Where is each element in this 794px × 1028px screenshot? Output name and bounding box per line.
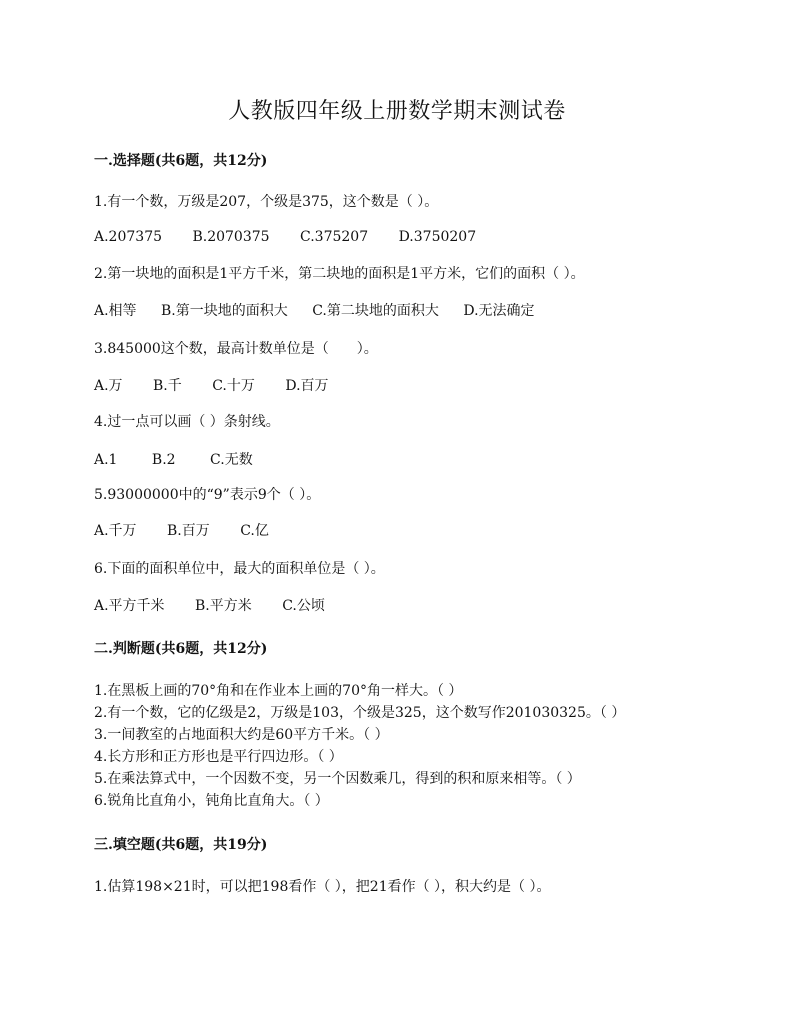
judge-item: 6.锐角比直角小，钝角比直角大。（ ） [94, 793, 329, 809]
option: C.公顷 [282, 598, 325, 614]
question-text: 4.过一点可以画（ ）条射线。 [94, 414, 280, 430]
option: B.百万 [167, 523, 210, 539]
option: C.375207 [300, 229, 369, 245]
option: A.平方千米 [94, 598, 165, 614]
option: D.百万 [285, 378, 329, 394]
option: B.第一块地的面积大 [161, 303, 288, 319]
judge-item: 4.长方形和正方形也是平行四边形。（ ） [94, 749, 343, 765]
judge-item: 2.有一个数，它的亿级是2，万级是103，个级是325，这个数写作201030325。（ ） [94, 705, 626, 721]
option: C.无数 [210, 452, 253, 468]
option: D.无法确定 [463, 303, 535, 319]
question-text: 5.93000000中的“9”表示9个（ ）。 [94, 487, 321, 503]
question-text: 1.估算198×21时，可以把198看作（ ），把21看作（ ），积大约是（ ）。 [94, 879, 551, 895]
section-heading-judge: 二.判断题(共6题，共12分) [94, 641, 268, 657]
option: C.十万 [212, 378, 255, 394]
option: B.2070375 [192, 229, 270, 245]
section-heading-choice: 一.选择题(共6题，共12分) [94, 153, 268, 169]
question-text: 2.第一块地的面积是1平方千米，第二块地的面积是1平方米，它们的面积（ ）。 [94, 266, 585, 282]
options-row [94, 229, 502, 245]
option: A.相等 [94, 303, 137, 319]
option: B.千 [153, 378, 182, 394]
judge-item: 1.在黑板上画的70°角和在作业本上画的70°角一样大。（ ） [94, 683, 463, 699]
option: B.平方米 [195, 598, 252, 614]
option: B.2 [151, 452, 176, 468]
options-row [94, 595, 351, 615]
question-text: 3.845000这个数，最高计数单位是（ ）。 [94, 341, 378, 357]
options-row [94, 520, 295, 540]
option: A.万 [94, 378, 123, 394]
options-row [94, 300, 555, 320]
option: D.3750207 [398, 229, 477, 245]
options-row [94, 375, 355, 395]
option: A.207375 [94, 229, 163, 245]
option: C.第二块地的面积大 [312, 303, 439, 319]
section-heading-fill: 三.填空题(共6题，共19分) [94, 837, 268, 853]
option: A.1 [94, 452, 118, 468]
question-text: 6.下面的面积单位中，最大的面积单位是（ ）。 [94, 561, 385, 577]
question-text: 1.有一个数，万级是207，个级是375，这个数是（ ）。 [94, 194, 439, 210]
options-row [94, 449, 283, 469]
page-title: 人教版四年级上册数学期末测试卷 [228, 99, 566, 124]
option: C.亿 [240, 523, 269, 539]
judge-item: 5.在乘法算式中，一个因数不变，另一个因数乘几，得到的积和原来相等。（ ） [94, 771, 581, 787]
judge-item: 3.一间教室的占地面积大约是60平方千米。（ ） [94, 727, 389, 743]
option: A.千万 [94, 523, 137, 539]
